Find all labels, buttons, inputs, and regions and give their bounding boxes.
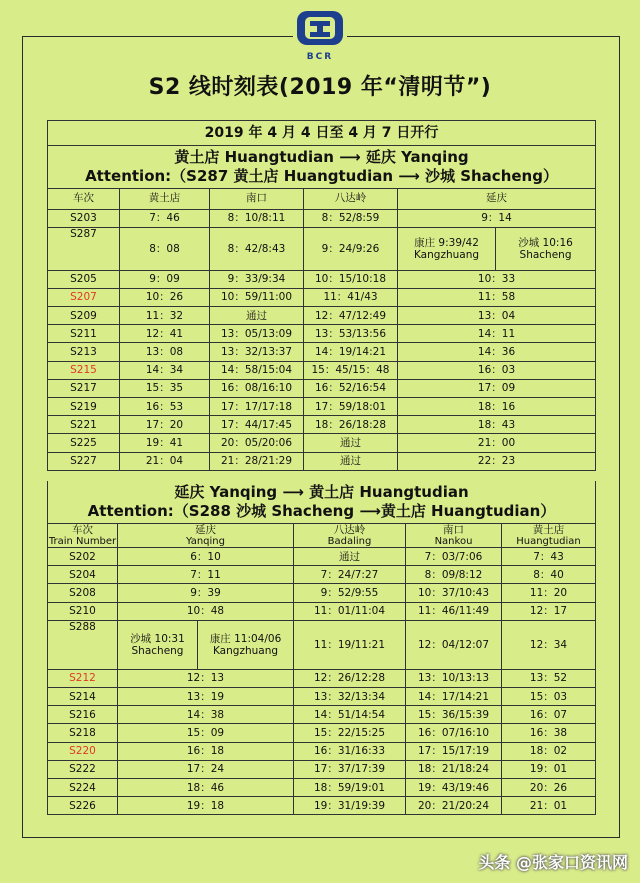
time-cell: 12：13 [118,669,294,687]
train-number: S213 [48,343,120,361]
time-cell: 7：24/7:27 [294,566,406,584]
header-cell: 南口 [210,188,304,209]
time-cell: 16：52/16:54 [304,379,398,397]
table-row [48,669,596,687]
time-cell: 18：46 [118,778,294,796]
time-cell: 15：35 [120,379,210,397]
header-cell [294,523,406,548]
header-cn: 车次 [72,523,93,536]
table-row [48,797,596,815]
time-cell: 10：15/10:18 [304,270,398,288]
time-cell: 9：09 [120,270,210,288]
time-cell: 9：33/9:34 [210,270,304,288]
train-number: S203 [48,209,120,227]
time-cell: 16：07 [502,706,596,724]
time-cell: 8：42/8:43 [210,227,304,270]
time-cell: 21：00 [398,434,596,452]
table-row-s287 [48,227,596,270]
table-row [48,688,596,706]
time-cell: 14：11 [398,325,596,343]
time-cell: 18：02 [502,742,596,760]
time-cell: 14：58/15:04 [210,361,304,379]
time-cell: 18：59/19:01 [294,778,406,796]
time-cell: 15：22/15:25 [294,724,406,742]
train-number: S224 [48,778,118,796]
table-row [48,307,596,325]
train-number: S219 [48,398,120,416]
time-cell: 12：47/12:49 [304,307,398,325]
time-cell: 15：09 [118,724,294,742]
time-cell: 7：43 [502,548,596,566]
time-cell: 19：18 [118,797,294,815]
train-number: S220 [48,742,118,760]
time-cell: 11：32 [120,307,210,325]
train-number: S211 [48,325,120,343]
time-cell: 8：08 [120,227,210,270]
train-number: S210 [48,602,118,620]
time-cell: 17：15/17:19 [406,742,502,760]
time-cell: 9：24/9:26 [304,227,398,270]
train-number: S221 [48,416,120,434]
table-row [48,209,596,227]
table-row [48,548,596,566]
table-row [48,398,596,416]
bcr-logo [293,8,347,64]
time-cell: 7：03/7:06 [406,548,502,566]
time-cell: 16：08/16:10 [210,379,304,397]
table-row [48,288,596,306]
time-cell: 14：34 [120,361,210,379]
page-title: S2 线时刻表(2019 年“清明节”) [148,75,492,100]
table-row [48,602,596,620]
time-cell: 15：45/15：48 [304,361,398,379]
time-cell: 8：10/8:11 [210,209,304,227]
time-cell: 10：26 [120,288,210,306]
time-cell: 13：05/13:09 [210,325,304,343]
header-en: Badaling [327,535,372,547]
time-cell: 10：33 [398,270,596,288]
inbound-direction [48,481,596,523]
train-number: S207 [48,288,120,306]
outbound-direction-text: 黄土店 Huangtudian ⟶ 延庆 Yanqing [174,148,469,166]
time-cell: 通过 [304,434,398,452]
time-cell: 9：52/9:55 [294,584,406,602]
table-row-s288 [48,620,596,669]
header-cell [48,523,118,548]
shacheng-label: Shacheng [131,644,184,657]
time-cell: 16：07/16:10 [406,724,502,742]
time-cell: 19：01 [502,760,596,778]
watermark-text: 头条 @张家口资讯网 [478,853,628,872]
time-cell: 通过 [304,452,398,470]
train-number: S212 [48,669,118,687]
time-cell: 13：10/13:13 [406,669,502,687]
train-number: S215 [48,361,120,379]
train-number: S214 [48,688,118,706]
train-number: S222 [48,760,118,778]
time-cell: 16：18 [118,742,294,760]
table-row [48,742,596,760]
time-cell: 17：20 [120,416,210,434]
time-cell: 11：41/43 [304,288,398,306]
time-cell: 19：41 [120,434,210,452]
time-cell: 18：16 [398,398,596,416]
time-cell: 22：23 [398,452,596,470]
time-cell: 12：41 [120,325,210,343]
train-number: S216 [48,706,118,724]
table-row [48,706,596,724]
time-cell: 10：59/11:00 [210,288,304,306]
time-cell: 14：17/14:21 [406,688,502,706]
time-cell: 8：09/8:12 [406,566,502,584]
time-cell: 12：17 [502,602,596,620]
table-row [48,343,596,361]
table-row [48,452,596,470]
time-cell: 9：14 [398,209,596,227]
time-cell: 14：38 [118,706,294,724]
shacheng-time: 沙城 10:16 [518,236,573,249]
header-cell [406,523,502,548]
train-number: S217 [48,379,120,397]
inbound-header-row [48,523,596,548]
kangzhuang-cell [398,227,496,270]
table-row [48,325,596,343]
time-cell: 19：43/19:46 [406,778,502,796]
header-cell [502,523,596,548]
kangzhuang-time: 康庄 9:39/42 [414,236,479,249]
header-cn: 南口 [443,523,464,536]
time-cell: 8：52/8:59 [304,209,398,227]
inbound-attention: Attention:（S288 沙城 Shacheng ⟶黄土店 Huangtudian） [87,501,556,520]
train-number: S205 [48,270,120,288]
inbound-timetable [47,481,596,815]
time-cell: 21：01 [502,797,596,815]
date-line: 2019 年 4 月 4 日至 4 月 7 日开行 [48,121,596,146]
time-cell: 13：32/13:37 [210,343,304,361]
time-cell: 13：19 [118,688,294,706]
kangzhuang-label: Kangzhuang [212,644,279,657]
header-cell [118,523,294,548]
shacheng-cell [496,227,596,270]
outbound-timetable [47,120,596,471]
shacheng-time: 沙城 10:31 [130,632,185,645]
time-cell: 12：26/12:28 [294,669,406,687]
kangzhuang-label: Kangzhuang [413,248,480,261]
train-number: S225 [48,434,120,452]
train-number: S287 [48,227,120,270]
outbound-attention: Attention:（S287 黄土店 Huangtudian ⟶ 沙城 Shacheng） [85,166,558,185]
time-cell: 16：38 [502,724,596,742]
time-cell: 通过 [210,307,304,325]
header-cn: 延庆 [195,523,216,536]
time-cell: 17：59/18:01 [304,398,398,416]
time-cell: 通过 [294,548,406,566]
time-cell: 9：39 [118,584,294,602]
table-row [48,584,596,602]
table-row [48,361,596,379]
time-cell: 8：40 [502,566,596,584]
train-number: S208 [48,584,118,602]
time-cell: 10：37/10:43 [406,584,502,602]
time-cell: 11：01/11:04 [294,602,406,620]
table-row [48,566,596,584]
time-cell: 21：28/21:29 [210,452,304,470]
time-cell: 12：04/12:07 [406,620,502,669]
outbound-direction [48,146,596,189]
header-cell: 黄土店 [120,188,210,209]
table-row [48,724,596,742]
time-cell: 16：31/16:33 [294,742,406,760]
time-cell: 20：26 [502,778,596,796]
time-cell: 11：19/11:21 [294,620,406,669]
train-number: S227 [48,452,120,470]
header-cn: 黄土店 [532,523,565,536]
kangzhuang-time: 康庄 11:04/06 [209,632,282,645]
time-cell: 16：03 [398,361,596,379]
svg-text:BCR: BCR [306,52,334,62]
train-number: S209 [48,307,120,325]
header-cell: 车次 [48,188,120,209]
header-en: Huangtudian [516,535,581,547]
time-cell: 11：20 [502,584,596,602]
train-number: S204 [48,566,118,584]
time-cell: 13：04 [398,307,596,325]
time-cell: 15：36/15:39 [406,706,502,724]
time-cell: 20：21/20:24 [406,797,502,815]
train-number: S218 [48,724,118,742]
time-cell: 17：24 [118,760,294,778]
time-cell: 18：21/18:24 [406,760,502,778]
table-row [48,270,596,288]
time-cell: 17：17/17:18 [210,398,304,416]
time-cell: 17：09 [398,379,596,397]
time-cell: 13：53/13:56 [304,325,398,343]
time-cell: 19：31/19:39 [294,797,406,815]
time-cell: 11：46/11:49 [406,602,502,620]
time-cell: 18：26/18:28 [304,416,398,434]
time-cell: 10：48 [118,602,294,620]
header-cn: 八达岭 [333,523,366,536]
time-cell: 14：19/14:21 [304,343,398,361]
time-cell: 7：11 [118,566,294,584]
time-cell: 13：32/13:34 [294,688,406,706]
time-cell: 7：46 [120,209,210,227]
time-cell: 14：51/14:54 [294,706,406,724]
time-cell: 16：53 [120,398,210,416]
train-number: S288 [48,620,118,669]
table-row [48,760,596,778]
train-number: S202 [48,548,118,566]
header-cell: 延庆 [398,188,596,209]
shacheng-label: Shacheng [519,248,572,261]
table-row [48,379,596,397]
time-cell: 12：34 [502,620,596,669]
kangzhuang-cell [198,620,294,669]
time-cell: 15：03 [502,688,596,706]
time-cell: 20：05/20:06 [210,434,304,452]
time-cell: 13：08 [120,343,210,361]
inbound-direction-text: 延庆 Yanqing ⟶ 黄土店 Huangtudian [174,483,469,501]
header-en: Train Number [48,535,117,547]
header-en: Nankou [434,535,473,547]
time-cell: 6：10 [118,548,294,566]
watermark [478,850,628,873]
train-number: S226 [48,797,118,815]
table-row [48,416,596,434]
time-cell: 21：04 [120,452,210,470]
time-cell: 13：52 [502,669,596,687]
time-cell: 17：37/17:39 [294,760,406,778]
table-row [48,778,596,796]
time-cell: 14：36 [398,343,596,361]
time-cell: 11：58 [398,288,596,306]
time-cell: 17：44/17:45 [210,416,304,434]
header-en: Yanqing [185,535,225,547]
header-cell: 八达岭 [304,188,398,209]
outbound-header-row [48,188,596,209]
shacheng-cell [118,620,198,669]
table-row [48,434,596,452]
time-cell: 18：43 [398,416,596,434]
